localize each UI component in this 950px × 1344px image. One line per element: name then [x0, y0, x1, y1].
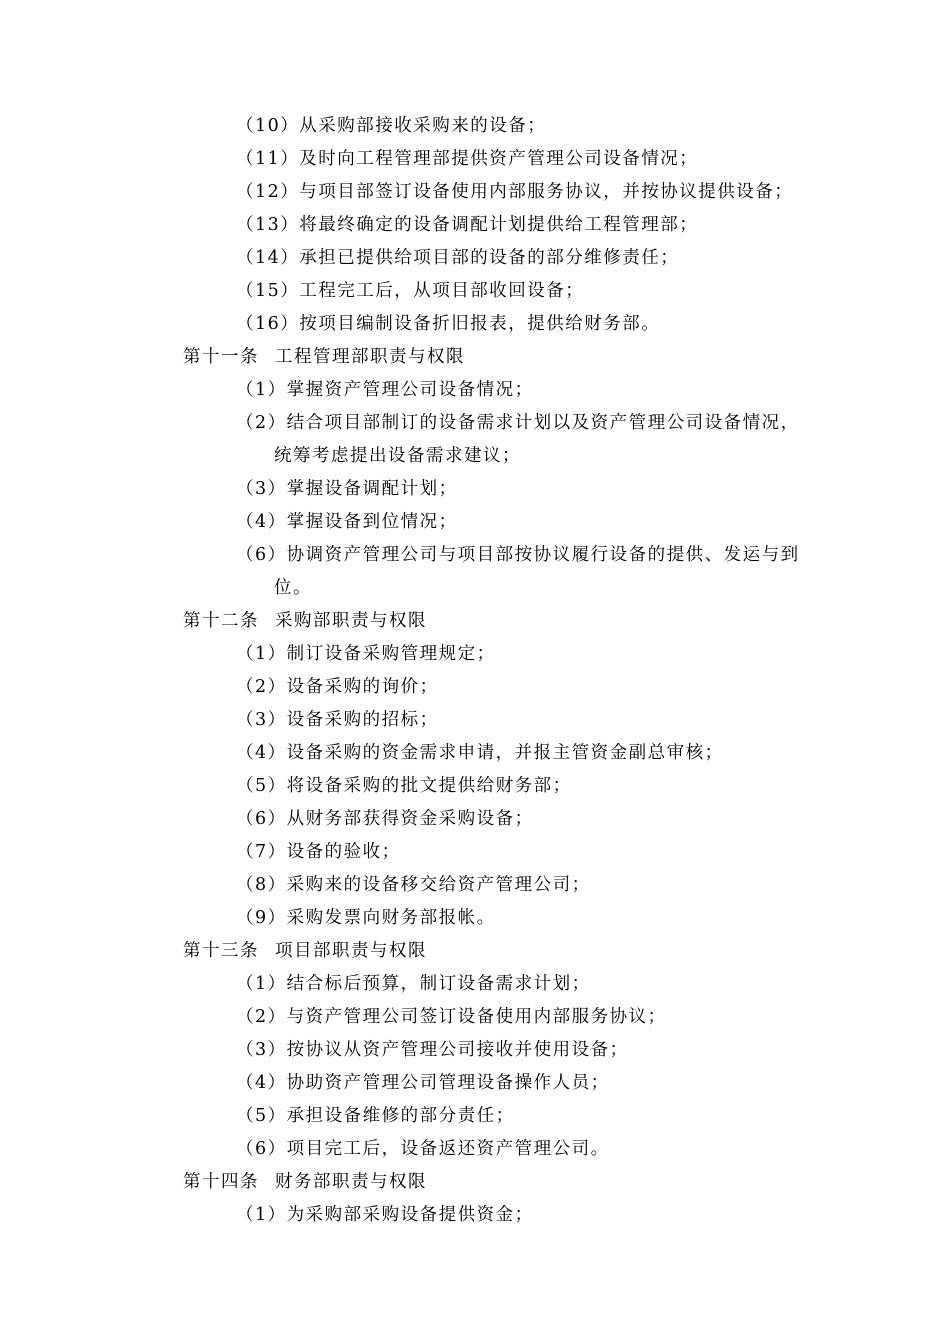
list-item: （11）及时向工程管理部提供资产管理公司设备情况；: [236, 149, 699, 169]
list-item: （9）采购发票向财务部报帐。: [236, 908, 496, 928]
article-heading: [183, 935, 427, 968]
list-item: （3）掌握设备调配计划；: [236, 479, 458, 499]
list-item: （13）将最终确定的设备调配计划提供给工程管理部；: [236, 215, 699, 235]
article-number: 第十四条: [183, 1172, 259, 1192]
article-number: 第十二条: [183, 611, 259, 631]
article-title: 采购部职责与权限: [275, 611, 427, 631]
list-item: （16）按项目编制设备折旧报表，提供给财务部。: [236, 314, 661, 334]
list-item: （4）设备采购的资金需求申请，并报主管资金副总审核；: [236, 743, 724, 763]
article-title: 项目部职责与权限: [275, 941, 427, 961]
list-item: （6）协调资产管理公司与项目部按协议履行设备的提供、发运与到: [236, 545, 800, 565]
list-item: （2）设备采购的询价；: [236, 677, 439, 697]
article-heading: [183, 605, 427, 638]
list-item: （7）设备的验收；: [236, 842, 401, 862]
list-item: （4）掌握设备到位情况；: [236, 512, 458, 532]
list-item: （1）制订设备采购管理规定；: [236, 644, 496, 664]
article-heading: [183, 1166, 427, 1199]
list-item: （6）项目完工后，设备返还资产管理公司。: [236, 1139, 610, 1159]
list-item: （12）与项目部签订设备使用内部服务协议，并按协议提供设备；: [236, 182, 794, 202]
article-number: 第十三条: [183, 941, 259, 961]
list-item: （10）从采购部接收采购来的设备；: [236, 116, 547, 136]
list-item: （5）将设备采购的批文提供给财务部；: [236, 776, 572, 796]
list-item-continuation: 统筹考虑提出设备需求建议；: [274, 446, 521, 466]
article-title: 财务部职责与权限: [275, 1172, 427, 1192]
list-item: （1）结合标后预算，制订设备需求计划；: [236, 974, 591, 994]
list-item: （1）掌握资产管理公司设备情况；: [236, 380, 534, 400]
list-item: （4）协助资产管理公司管理设备操作人员；: [236, 1073, 610, 1093]
list-item: （1）为采购部采购设备提供资金；: [236, 1205, 534, 1225]
list-item: （2）结合项目部制订的设备需求计划以及资产管理公司设备情况，: [236, 413, 800, 433]
list-item: （8）采购来的设备移交给资产管理公司；: [236, 875, 591, 895]
list-item: （14）承担已提供给项目部的设备的部分维修责任；: [236, 248, 680, 268]
list-item: （2）与资产管理公司签订设备使用内部服务协议；: [236, 1007, 667, 1027]
article-title: 工程管理部职责与权限: [275, 347, 465, 367]
list-item: （3）设备采购的招标；: [236, 710, 439, 730]
article-number: 第十一条: [183, 347, 259, 367]
article-heading: [183, 341, 465, 374]
list-item-continuation: 位。: [274, 578, 312, 598]
list-item: （3）按协议从资产管理公司接收并使用设备；: [236, 1040, 629, 1060]
list-item: （5）承担设备维修的部分责任；: [236, 1106, 515, 1126]
list-item: （6）从财务部获得资金采购设备；: [236, 809, 534, 829]
list-item: （15）工程完工后，从项目部收回设备；: [236, 281, 585, 301]
